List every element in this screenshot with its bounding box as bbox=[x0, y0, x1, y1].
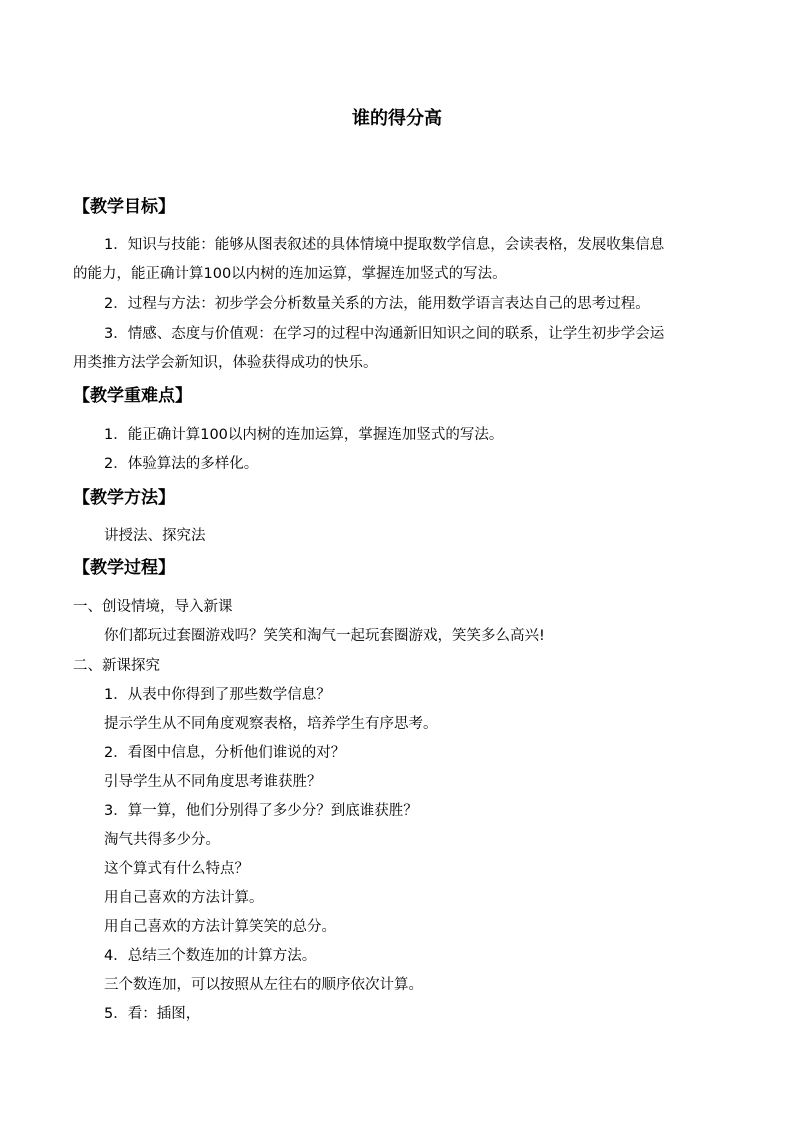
key-point-1: 1．能正确计算100以内树的连加运算，掌握连加竖式的写法。 bbox=[104, 427, 504, 443]
process-question-3-note-2: 这个算式有什么特点？ bbox=[104, 861, 249, 877]
process-question-5: 5．看：插图， bbox=[104, 1006, 201, 1022]
process-question-3-note-1: 淘气共得多少分。 bbox=[104, 832, 220, 848]
methods-text: 讲授法、探究法 bbox=[104, 528, 206, 544]
heading-key-points: 【教学重难点】 bbox=[73, 386, 192, 406]
goal-2: 2．过程与方法：初步学会分析数量关系的方法，能用数学语言表达自己的思考过程。 bbox=[104, 296, 650, 312]
process-question-3: 3．算一算，他们分别得了多少分？到底谁获胜？ bbox=[104, 803, 418, 819]
process-question-4: 4．总结三个数连加的计算方法。 bbox=[104, 948, 317, 964]
goal-1-line-1: 1．知识与技能：能够从图表叙述的具体情境中提取数学信息，会读表格，发展收集信息 bbox=[104, 237, 665, 253]
key-point-2: 2．体验算法的多样化。 bbox=[104, 456, 259, 472]
process-question-1-note: 提示学生从不同角度观察表格，培养学生有序思考。 bbox=[104, 716, 438, 732]
process-part-1-title: 一、创设情境，导入新课 bbox=[73, 599, 233, 615]
heading-teaching-goals: 【教学目标】 bbox=[73, 197, 175, 217]
process-question-1: 1．从表中你得到了那些数学信息？ bbox=[104, 687, 331, 703]
process-part-2-title: 二、新课探究 bbox=[73, 658, 160, 674]
process-question-3-note-3: 用自己喜欢的方法计算。 bbox=[104, 890, 264, 906]
heading-teaching-process: 【教学过程】 bbox=[73, 558, 175, 578]
goal-1-line-2: 的能力，能正确计算100以内树的连加运算，掌握连加竖式的写法。 bbox=[73, 266, 507, 282]
goal-3-line-2: 用类推方法学会新知识，体验获得成功的快乐。 bbox=[73, 355, 378, 371]
process-question-3-note-4: 用自己喜欢的方法计算笑笑的总分。 bbox=[104, 919, 336, 935]
document-title: 谁的得分高 bbox=[352, 108, 442, 129]
process-question-2-note: 引导学生从不同角度思考谁获胜？ bbox=[104, 774, 322, 790]
process-part-1-text: 你们都玩过套圈游戏吗？笑笑和淘气一起玩套圈游戏，笑笑多么高兴! bbox=[104, 628, 545, 644]
goal-3-line-1: 3．情感、态度与价值观：在学习的过程中沟通新旧知识之间的联系，让学生初步学会运 bbox=[104, 326, 665, 342]
process-question-2: 2．看图中信息，分析他们谁说的对？ bbox=[104, 745, 346, 761]
heading-teaching-methods: 【教学方法】 bbox=[73, 488, 175, 508]
process-question-4-note: 三个数连加，可以按照从左往右的顺序依次计算。 bbox=[104, 977, 423, 993]
